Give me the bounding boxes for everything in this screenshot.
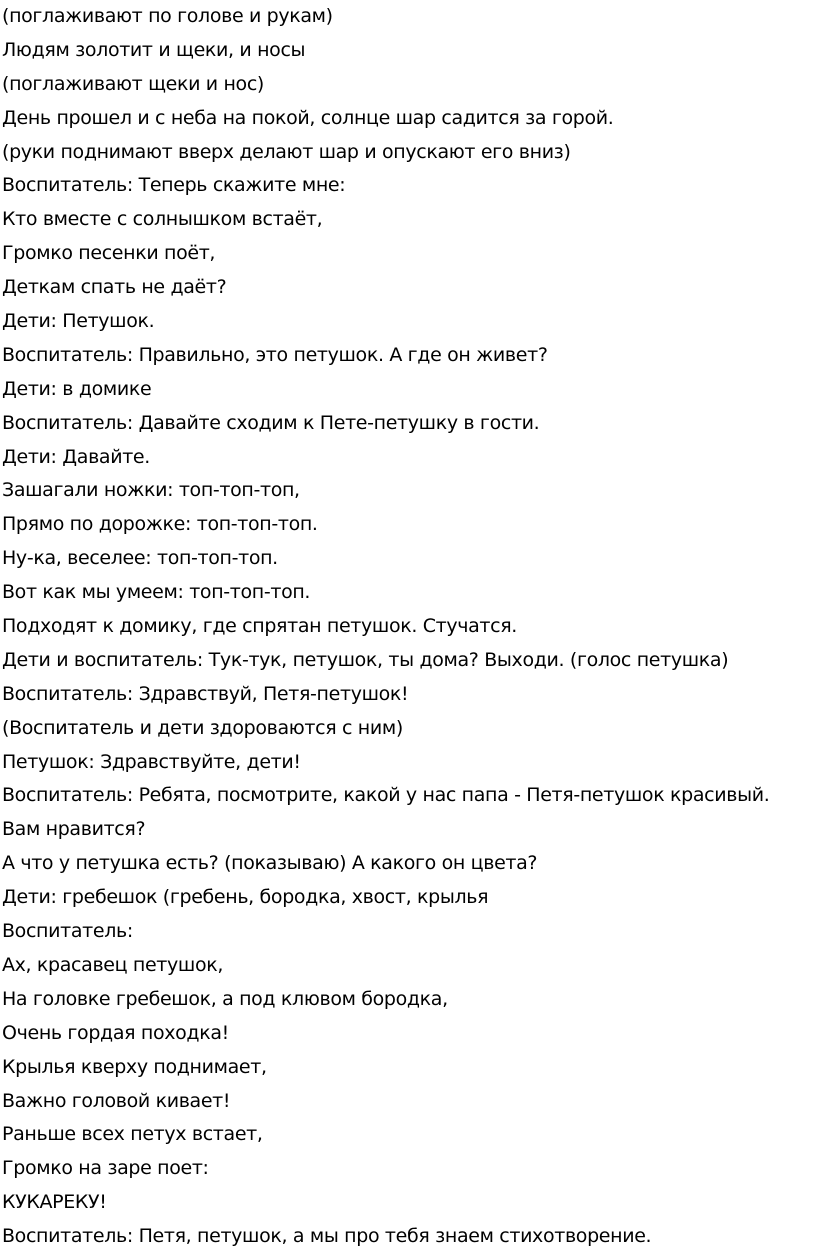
text-line: Громко на заре поет: <box>2 1157 209 1180</box>
text-line: Дети: Давайте. <box>2 445 150 468</box>
text-line: (поглаживают по голове и рукам) <box>2 5 333 27</box>
text-line: КУКАРЕКУ! <box>2 1191 107 1214</box>
text-line: Раньше всех петух встает, <box>2 1123 263 1146</box>
text-line: Кто вместе с солнышком встаёт, <box>2 208 323 231</box>
text-line: Крылья кверху поднимает, <box>2 1055 267 1078</box>
text-line: Воспитатель: Правильно, это петушок. А где он живет? <box>2 343 548 366</box>
text-line: Зашагали ножки: топ-топ-топ, <box>2 479 300 502</box>
text-line: Важно головой кивает! <box>2 1089 231 1112</box>
text-line: Дети и воспитатель: Тук-тук, петушок, ты дома? Выходи. (голос петушка) <box>2 648 729 671</box>
text-line: На головке гребешок, а под клювом бородка, <box>2 987 448 1010</box>
text-line: (поглаживают щеки и нос) <box>2 72 264 95</box>
text-line: Очень гордая походка! <box>2 1021 229 1044</box>
text-line: Прямо по дорожке: топ-топ-топ. <box>2 513 318 536</box>
text-line: Дети: Петушок. <box>2 310 155 333</box>
text-line: Ну-ка, веселее: топ-топ-топ. <box>2 547 278 570</box>
text-line: День прошел и с неба на покой, солнце шар садится за горой. <box>2 106 614 129</box>
text-line: Воспитатель: Давайте сходим к Пете-петушку в гости. <box>2 411 540 434</box>
text-line: Воспитатель: Ребята, посмотрите, какой у нас папа - Петя-петушок красивый. <box>2 784 770 807</box>
text-line: Дети: в домике <box>2 377 152 400</box>
text-line: Петушок: Здравствуйте, дети! <box>2 750 301 773</box>
text-line: Громко песенки поёт, <box>2 242 216 265</box>
text-line: Вам нравится? <box>2 818 146 841</box>
text-line: Вот как мы умеем: топ-топ-топ. <box>2 581 311 604</box>
text-line: Деткам спать не даёт? <box>2 276 227 299</box>
text-line: А что у петушка есть? (показываю) А какого он цвета? <box>2 852 538 875</box>
text-line: Воспитатель: Теперь скажите мне: <box>2 174 346 197</box>
text-line: Воспитатель: <box>2 920 133 943</box>
text-line: Дети: гребешок (гребень, бородка, хвост, крылья <box>2 886 489 909</box>
text-line: Подходят к домику, где спрятан петушок. Стучатся. <box>2 615 517 638</box>
text-line: Ах, красавец петушок, <box>2 953 224 976</box>
text-line: (руки поднимают вверх делают шар и опускают его вниз) <box>2 140 571 163</box>
text-line: Людям золотит и щеки, и носы <box>2 38 306 61</box>
text-line: Воспитатель: Здравствуй, Петя-петушок! <box>2 682 409 705</box>
text-line: (Воспитатель и дети здороваются с ним) <box>2 716 403 739</box>
text-line: Воспитатель: Петя, петушок, а мы про тебя знаем стихотворение. <box>2 1225 652 1248</box>
document-body <box>2 0 814 1254</box>
